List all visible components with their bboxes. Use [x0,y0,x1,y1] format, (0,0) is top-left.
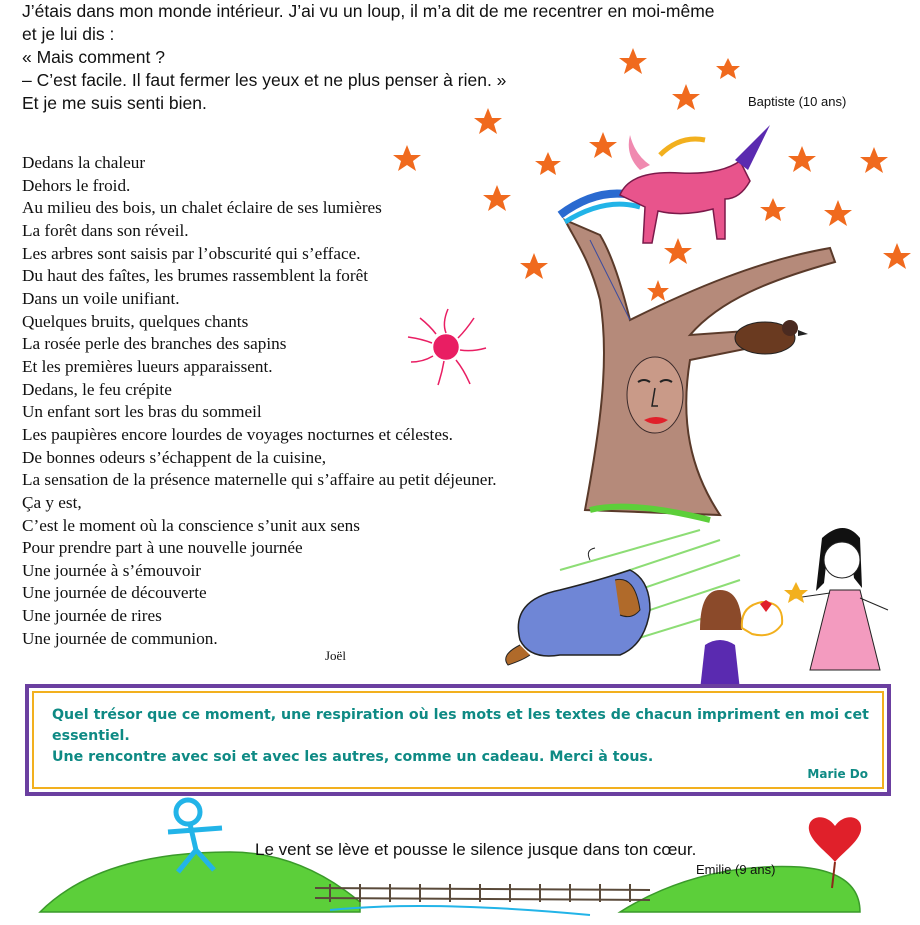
poem-line: Ça y est, [22,492,82,512]
intro-line: Et je me suis senti bien. [22,93,207,113]
quote-author: Marie Do [807,767,868,781]
poem-line: Dedans la chaleur [22,153,146,172]
poem-line: Quelques bruits, quelques chants [22,311,249,331]
intro-line: « Mais comment ? [22,47,165,67]
poem-line: Dehors le froid. [22,175,131,195]
poem-line: La forêt dans son réveil. [22,220,189,240]
poem-line: Une journée de communion. [22,628,218,648]
closing-author: Emilie (9 ans) [696,862,776,877]
intro-line: J’étais dans mon monde intérieur. J’ai vu un loup, il m’a dit de me recentrer en moi-même [22,1,715,21]
poem-line: Un enfant sort les bras du sommeil [22,402,262,422]
poem-line: Une journée de rires [22,606,162,626]
quote-line-1: Quel trésor que ce moment, une respiration où les mots et les textes de chacun impriment en moi cet essentiel. [52,707,869,744]
intro-author: Baptiste (10 ans) [748,94,847,109]
poem-line: Dedans, le feu crépite [22,379,172,399]
poem-line: Une journée à s’émouvoir [22,560,201,580]
poem-line: De bonnes odeurs s’échappent de la cuisine, [22,447,327,467]
quote-line-2: Une rencontre avec soi et avec les autres, comme un cadeau. Merci à tous. [52,749,654,765]
poem-line: C’est le moment où la conscience s’unit aux sens [22,515,360,535]
poem-line: Pour prendre part à une nouvelle journée [22,538,303,558]
poem-line: Les arbres sont saisis par l’obscurité qui s’efface. [22,243,361,263]
closing-sentence: Le vent se lève et pousse le silence jusque dans ton cœur. [255,840,697,859]
intro-line: et je lui dis : [22,24,115,44]
poem-line: Du haut des faîtes, les brumes rassemblent la forêt [22,266,369,286]
intro-line: – C’est facile. Il faut fermer les yeux et ne plus penser à rien. » [22,70,507,90]
poem-line: Dans un voile unifiant. [22,288,180,308]
poem-line: Une journée de découverte [22,583,207,603]
poem-author: Joël [325,648,346,663]
poem-line: Et les premières lueurs apparaissent. [22,356,273,376]
poem-line: Les paupières encore lourdes de voyages nocturnes et célestes. [22,424,453,444]
railway-track [315,884,650,902]
poem-line: La rosée perle des branches des sapins [22,334,287,354]
poem-line: Au milieu des bois, un chalet éclaire de ses lumières [22,198,382,218]
poem-line: La sensation de la présence maternelle qui s’affaire au petit déjeuner. [22,470,497,490]
